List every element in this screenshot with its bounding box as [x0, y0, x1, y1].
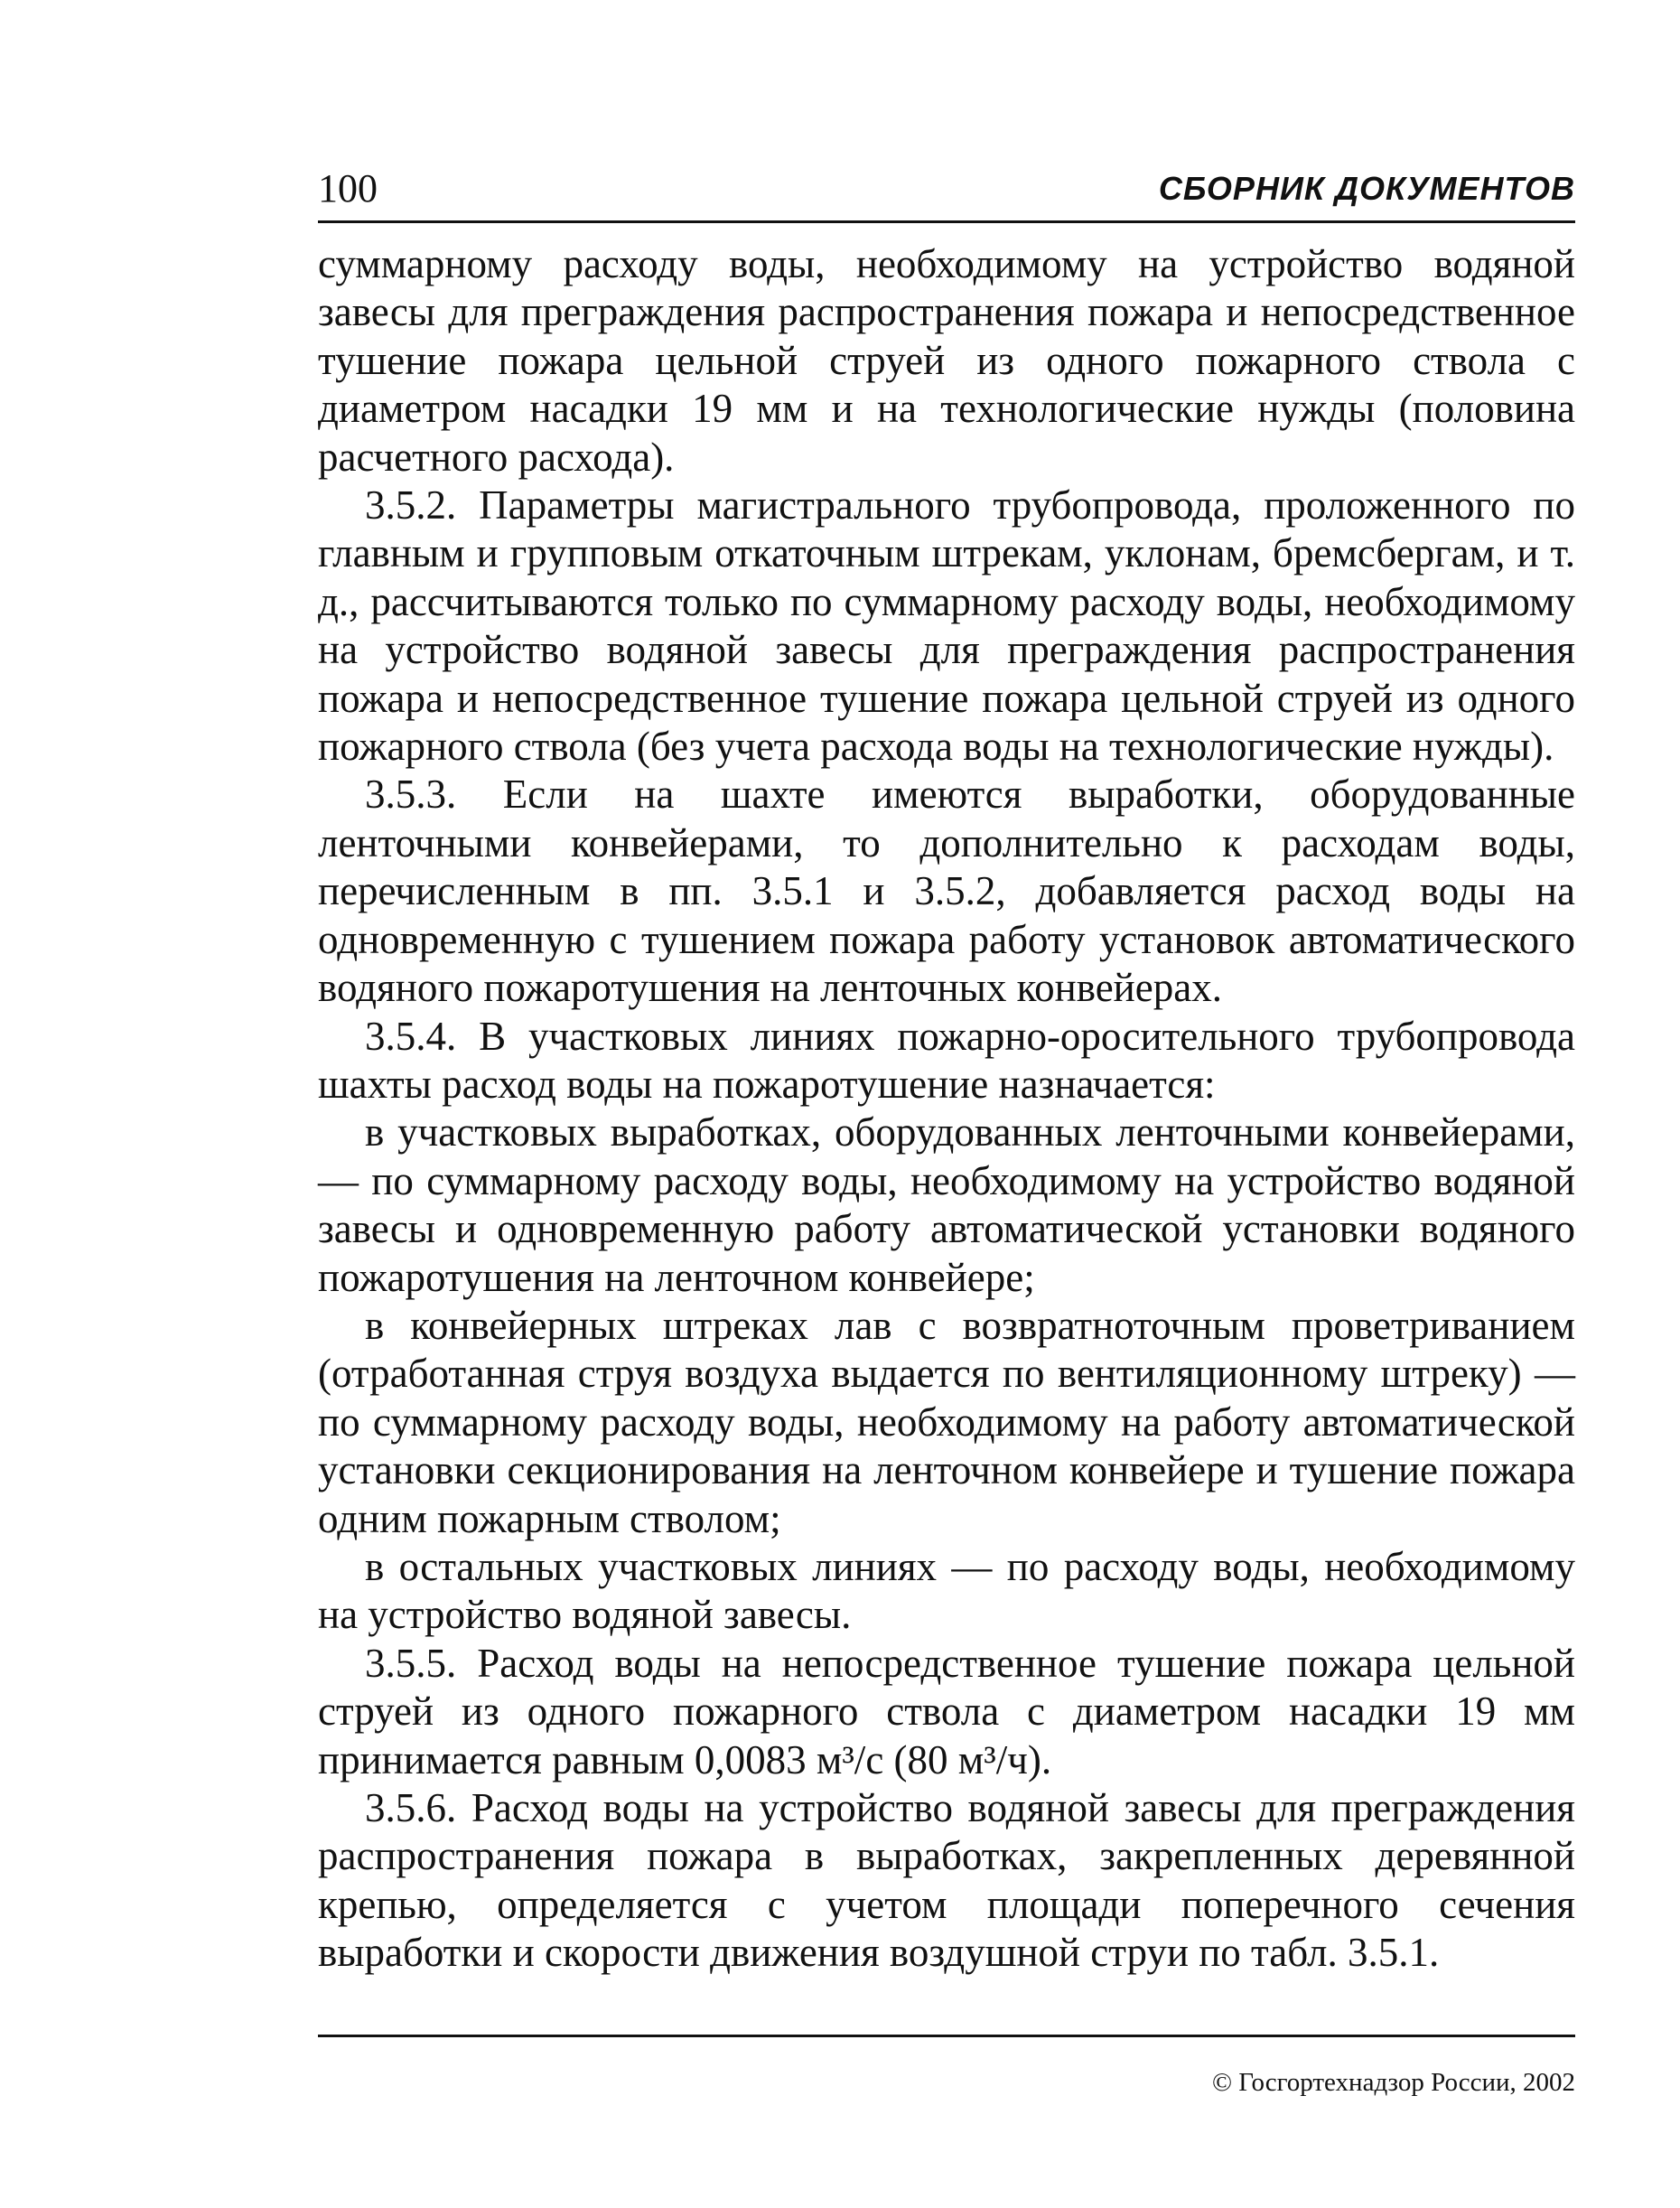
- paragraph-3-5-3: 3.5.3. Если на шахте имеются выработки, оборудованные ленточными конвейерами, то дополнительно к расходам воды, перечисленным в пп. 3.5.1 и 3.5.2, добавляется расход воды на одновременную с тушением пожара работу установок автоматического водяного пожаротушения на ленточных конвейерах.: [318, 772, 1575, 1011]
- header-rule: [318, 220, 1575, 223]
- footer-rule: [318, 2035, 1575, 2037]
- paragraph-3-5-4: 3.5.4. В участковых линиях пожарно-оросительного трубопровода шахты расход воды на пожаротушение назначается:: [318, 1013, 1575, 1107]
- paragraph-list-item: в конвейерных штреках лав с возвратноточным проветриванием (отработанная струя воздуха выдается по вентиляционному штреку) — по суммарному расходу воды, необходимому на работу автоматической установки секционирования на ленточном конвейере и тушение пожара одним пожарным стволом;: [318, 1302, 1575, 1541]
- page-number: 100: [318, 166, 378, 211]
- document-body: [318, 240, 1575, 1978]
- paragraph-3-5-6: 3.5.6. Расход воды на устройство водяной завесы для преграждения распространения пожара в выработках, закрепленных деревянной крепью, определяется с учетом площади поперечного сечения выработки и скорости движения воздушной струи по табл. 3.5.1.: [318, 1785, 1575, 1976]
- copyright-notice: © Госгортехнадзор России, 2002: [1212, 2068, 1575, 2097]
- paragraph-list-item: в участковых выработках, оборудованных ленточными конвейерами, — по суммарному расходу воды, необходимому на устройство водяной завесы и одновременную работу автоматической установки водяного пожаротушения на ленточном конвейере;: [318, 1109, 1575, 1300]
- paragraph-list-item: в остальных участковых линиях — по расходу воды, необходимому на устройство водяной завесы.: [318, 1543, 1575, 1638]
- paragraph-3-5-5: 3.5.5. Расход воды на непосредственное тушение пожара цельной струей из одного пожарного ствола с диаметром насадки 19 мм принимается равным 0,0083 м³/с (80 м³/ч).: [318, 1640, 1575, 1782]
- page-header: [318, 163, 1575, 217]
- paragraph-3-5-2: 3.5.2. Параметры магистрального трубопровода, проложенного по главным и групповым откаточным штрекам, уклонам, бремсбергам, и т. д., рассчитываются только по суммарному расходу воды, необходимому на устройство водяной завесы для преграждения распространения пожара и непосредственное тушение пожара цельной струей из одного пожарного ствола (без учета расхода воды на технологические нужды).: [318, 482, 1575, 770]
- paragraph-continuation: суммарному расходу воды, необходимому на устройство водяной завесы для преграждения распространения пожара и непосредственное тушение пожара цельной струей из одного пожарного ствола с диаметром насадки 19 мм и на технологические нужды (половина расчетного расхода).: [318, 241, 1575, 480]
- running-title: СБОРНИК ДОКУМЕНТОВ: [1158, 170, 1575, 207]
